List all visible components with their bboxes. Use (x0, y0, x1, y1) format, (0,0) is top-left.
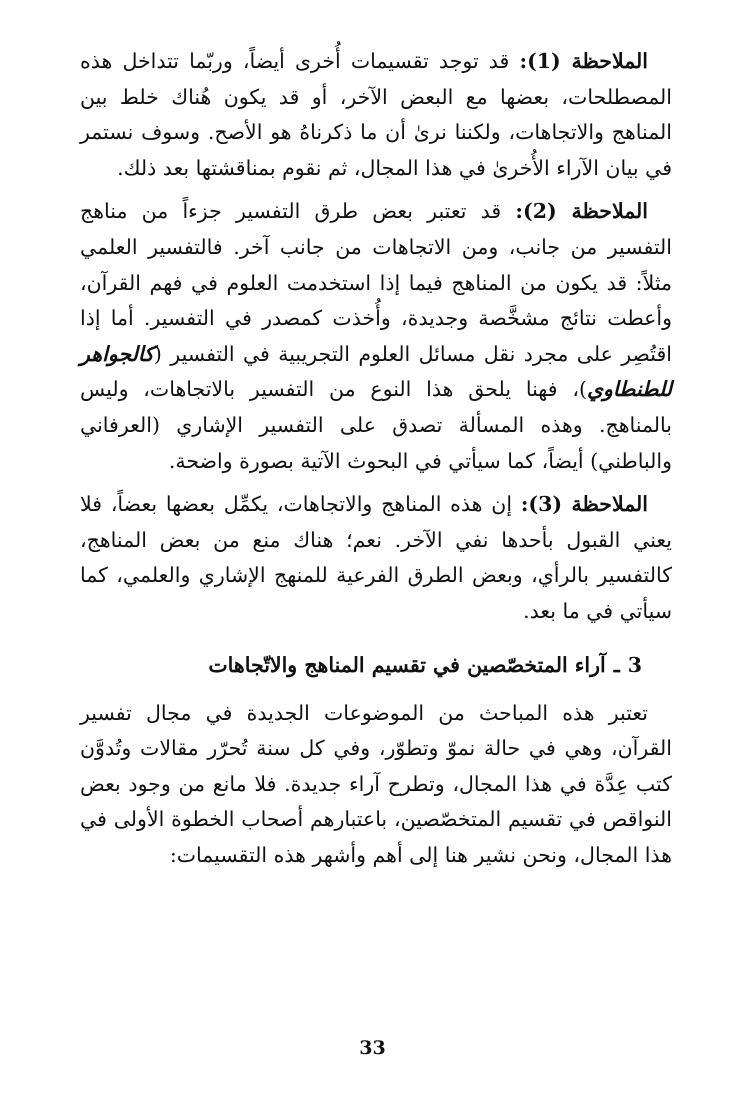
note-2-emphasis: كالجواهر للطنطاوي (80, 341, 672, 402)
section-dash: ـ (613, 652, 620, 677)
note-1 (80, 44, 672, 186)
note-2-text-after: )، فهنا يلحق هذا النوع من التفسير بالاتجاهات، وليس بالمناهج. وهذه المسألة تصدق على التفسير الإشاري (العرفاني والباطني) أيضاً، كما سيأتي في البحوث الآتية بصورة واضحة. (80, 377, 672, 473)
note-1-text: قد توجد تقسيمات أُخرى أيضاً، وربّما تتداخل هذه المصطلحات، بعضها مع البعض الآخر، أو قد يكون هُناك خلط بين المناهج والاتجاهات، ولكننا نرىٰ أن ما ذكرناهُ هو الأصح. وسوف نستمر في بيان الآراء الأُخرىٰ في هذا المجال، ثم نقوم بمناقشتها بعد ذلك. (80, 49, 672, 180)
section-paragraph: تعتبر هذه المباحث من الموضوعات الجديدة في مجال تفسير القرآن، وهي في حالة نموّ وتطوّر، وفي كل سنة تُحرّر مقالات وتُدوَّن كتب عِدَّة في هذا المجال، وتطرح آراء جديدة. فلا مانع من وجود بعض النواقص في تقسيم المتخصّصين، باعتبارهم أصحاب الخطوة الأولى في هذا المجال، ونحن نشير هنا إلى أهم وأشهر هذه التقسيمات: (80, 700, 672, 867)
page-body (80, 44, 672, 873)
note-2-text-before: قد تعتبر بعض طرق التفسير جزءاً من مناهج التفسير من جانب، ومن الاتجاهات من جانب آخر. فالتفسير العلمي مثلاً: قد يكون من المناهج فيما إذا استخدمت العلوم في فهم القرآن، وأعطت نتائج مشخَّصة وجديدة، وأُخذت كمصدر في التفسير. أما إذا اقتُصِر على مجرد نقل مسائل العلوم التجريبية في التفسير ( (80, 199, 672, 366)
note-3 (80, 487, 672, 629)
note-2 (80, 194, 672, 479)
note-1-label: الملاحظة (1): (519, 49, 648, 73)
page-number: 33 (359, 1037, 386, 1059)
note-3-label: الملاحظة (3): (520, 492, 648, 517)
section-title: آراء المتخصّصين في تقسيم المناهج والاتّجاهات (208, 652, 606, 677)
note-3-text: إن هذه المناهج والاتجاهات، يكمِّل بعضها بعضاً، فلا يعني القبول بأحدها نفي الآخر. نعم؛ هناك منع من بعض المناهج، كالتفسير بالرأي، وبعض الطرق الفرعية للمنهج الإشاري والعلمي، كما سيأتي في ما بعد. (80, 492, 672, 623)
note-2-label: الملاحظة (2): (515, 199, 648, 224)
section-number: 3 (627, 652, 642, 677)
section-heading (80, 648, 672, 682)
